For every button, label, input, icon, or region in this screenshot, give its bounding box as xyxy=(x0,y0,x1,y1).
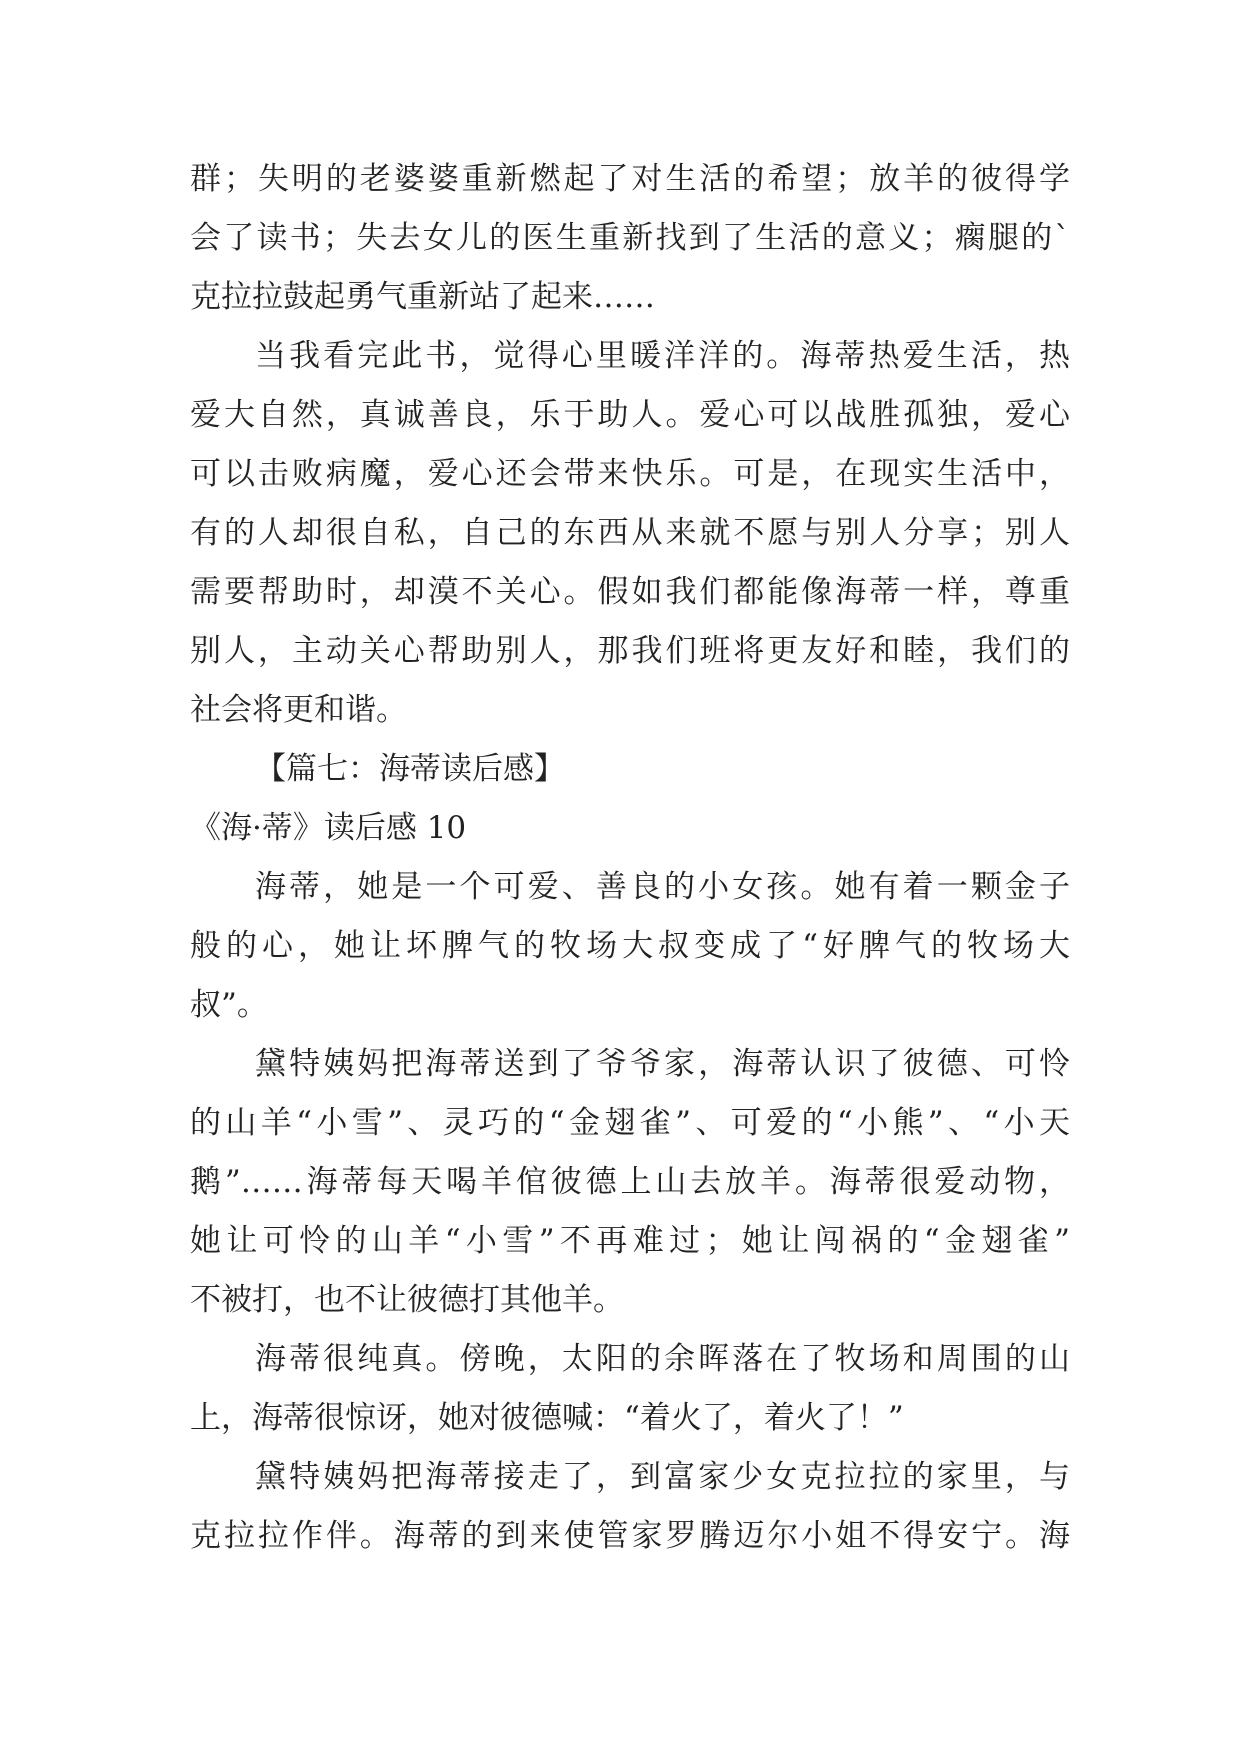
text-line: 群；失明的老婆婆重新燃起了对生活的希望；放羊的彼得学 xyxy=(190,161,1070,197)
text-line: 的山羊“小雪”、灵巧的“金翅雀”、可爱的“小熊”、“小天 xyxy=(190,1105,1070,1141)
text-line: 别人，主动关心帮助别人，那我们班将更友好和睦，我们的 xyxy=(190,633,1070,669)
paragraph-start-line: 黛特姨妈把海蒂接走了，到富家少女克拉拉的家里，与 xyxy=(255,1459,1070,1495)
paragraph-start-line: 当我看完此书，觉得心里暖洋洋的。海蒂热爱生活，热 xyxy=(255,338,1070,374)
text-line: 可以击败病魔，爱心还会带来快乐。可是，在现实生活中， xyxy=(190,456,1070,492)
text-line: 克拉拉鼓起勇气重新站了起来…… xyxy=(190,279,655,315)
paragraph-start-line: 海蒂很纯真。傍晚，太阳的余晖落在了牧场和周围的山 xyxy=(255,1341,1070,1377)
text-line: 叔”。 xyxy=(190,987,268,1023)
text-line: 会了读书；失去女儿的医生重新找到了生活的意义；瘸腿的` xyxy=(190,220,1070,256)
text-line: 克拉拉作伴。海蒂的到来使管家罗腾迈尔小姐不得安宁。海 xyxy=(190,1518,1070,1554)
section-heading: 【篇七：海蒂读后感】 xyxy=(255,751,565,787)
paragraph-start-line: 海蒂，她是一个可爱、善良的小女孩。她有着一颗金子 xyxy=(255,869,1070,905)
text-line: 不被打，也不让彼德打其他羊。 xyxy=(190,1282,624,1318)
text-line: 有的人却很自私，自己的东西从来就不愿与别人分享；别人 xyxy=(190,515,1070,551)
document-body xyxy=(190,150,1070,1566)
text-line: 社会将更和谐。 xyxy=(190,692,407,728)
paragraph-start-line: 黛特姨妈把海蒂送到了爷爷家，海蒂认识了彼德、可怜 xyxy=(255,1046,1070,1082)
text-line: 般的心，她让坏脾气的牧场大叔变成了“好脾气的牧场大 xyxy=(190,928,1070,964)
text-line: 爱大自然，真诚善良，乐于助人。爱心可以战胜孤独，爱心 xyxy=(190,397,1070,433)
text-line: 她让可怜的山羊“小雪”不再难过；她让闯祸的“金翅雀” xyxy=(190,1223,1070,1259)
text-line: 需要帮助时，却漠不关心。假如我们都能像海蒂一样，尊重 xyxy=(190,574,1070,610)
text-line: 上，海蒂很惊讶，她对彼德喊：“着火了，着火了！” xyxy=(190,1400,904,1436)
text-line: 鹅”……海蒂每天喝羊倌彼德上山去放羊。海蒂很爱动物， xyxy=(190,1164,1070,1200)
article-title: 《海·蒂》读后感 10 xyxy=(190,810,467,846)
